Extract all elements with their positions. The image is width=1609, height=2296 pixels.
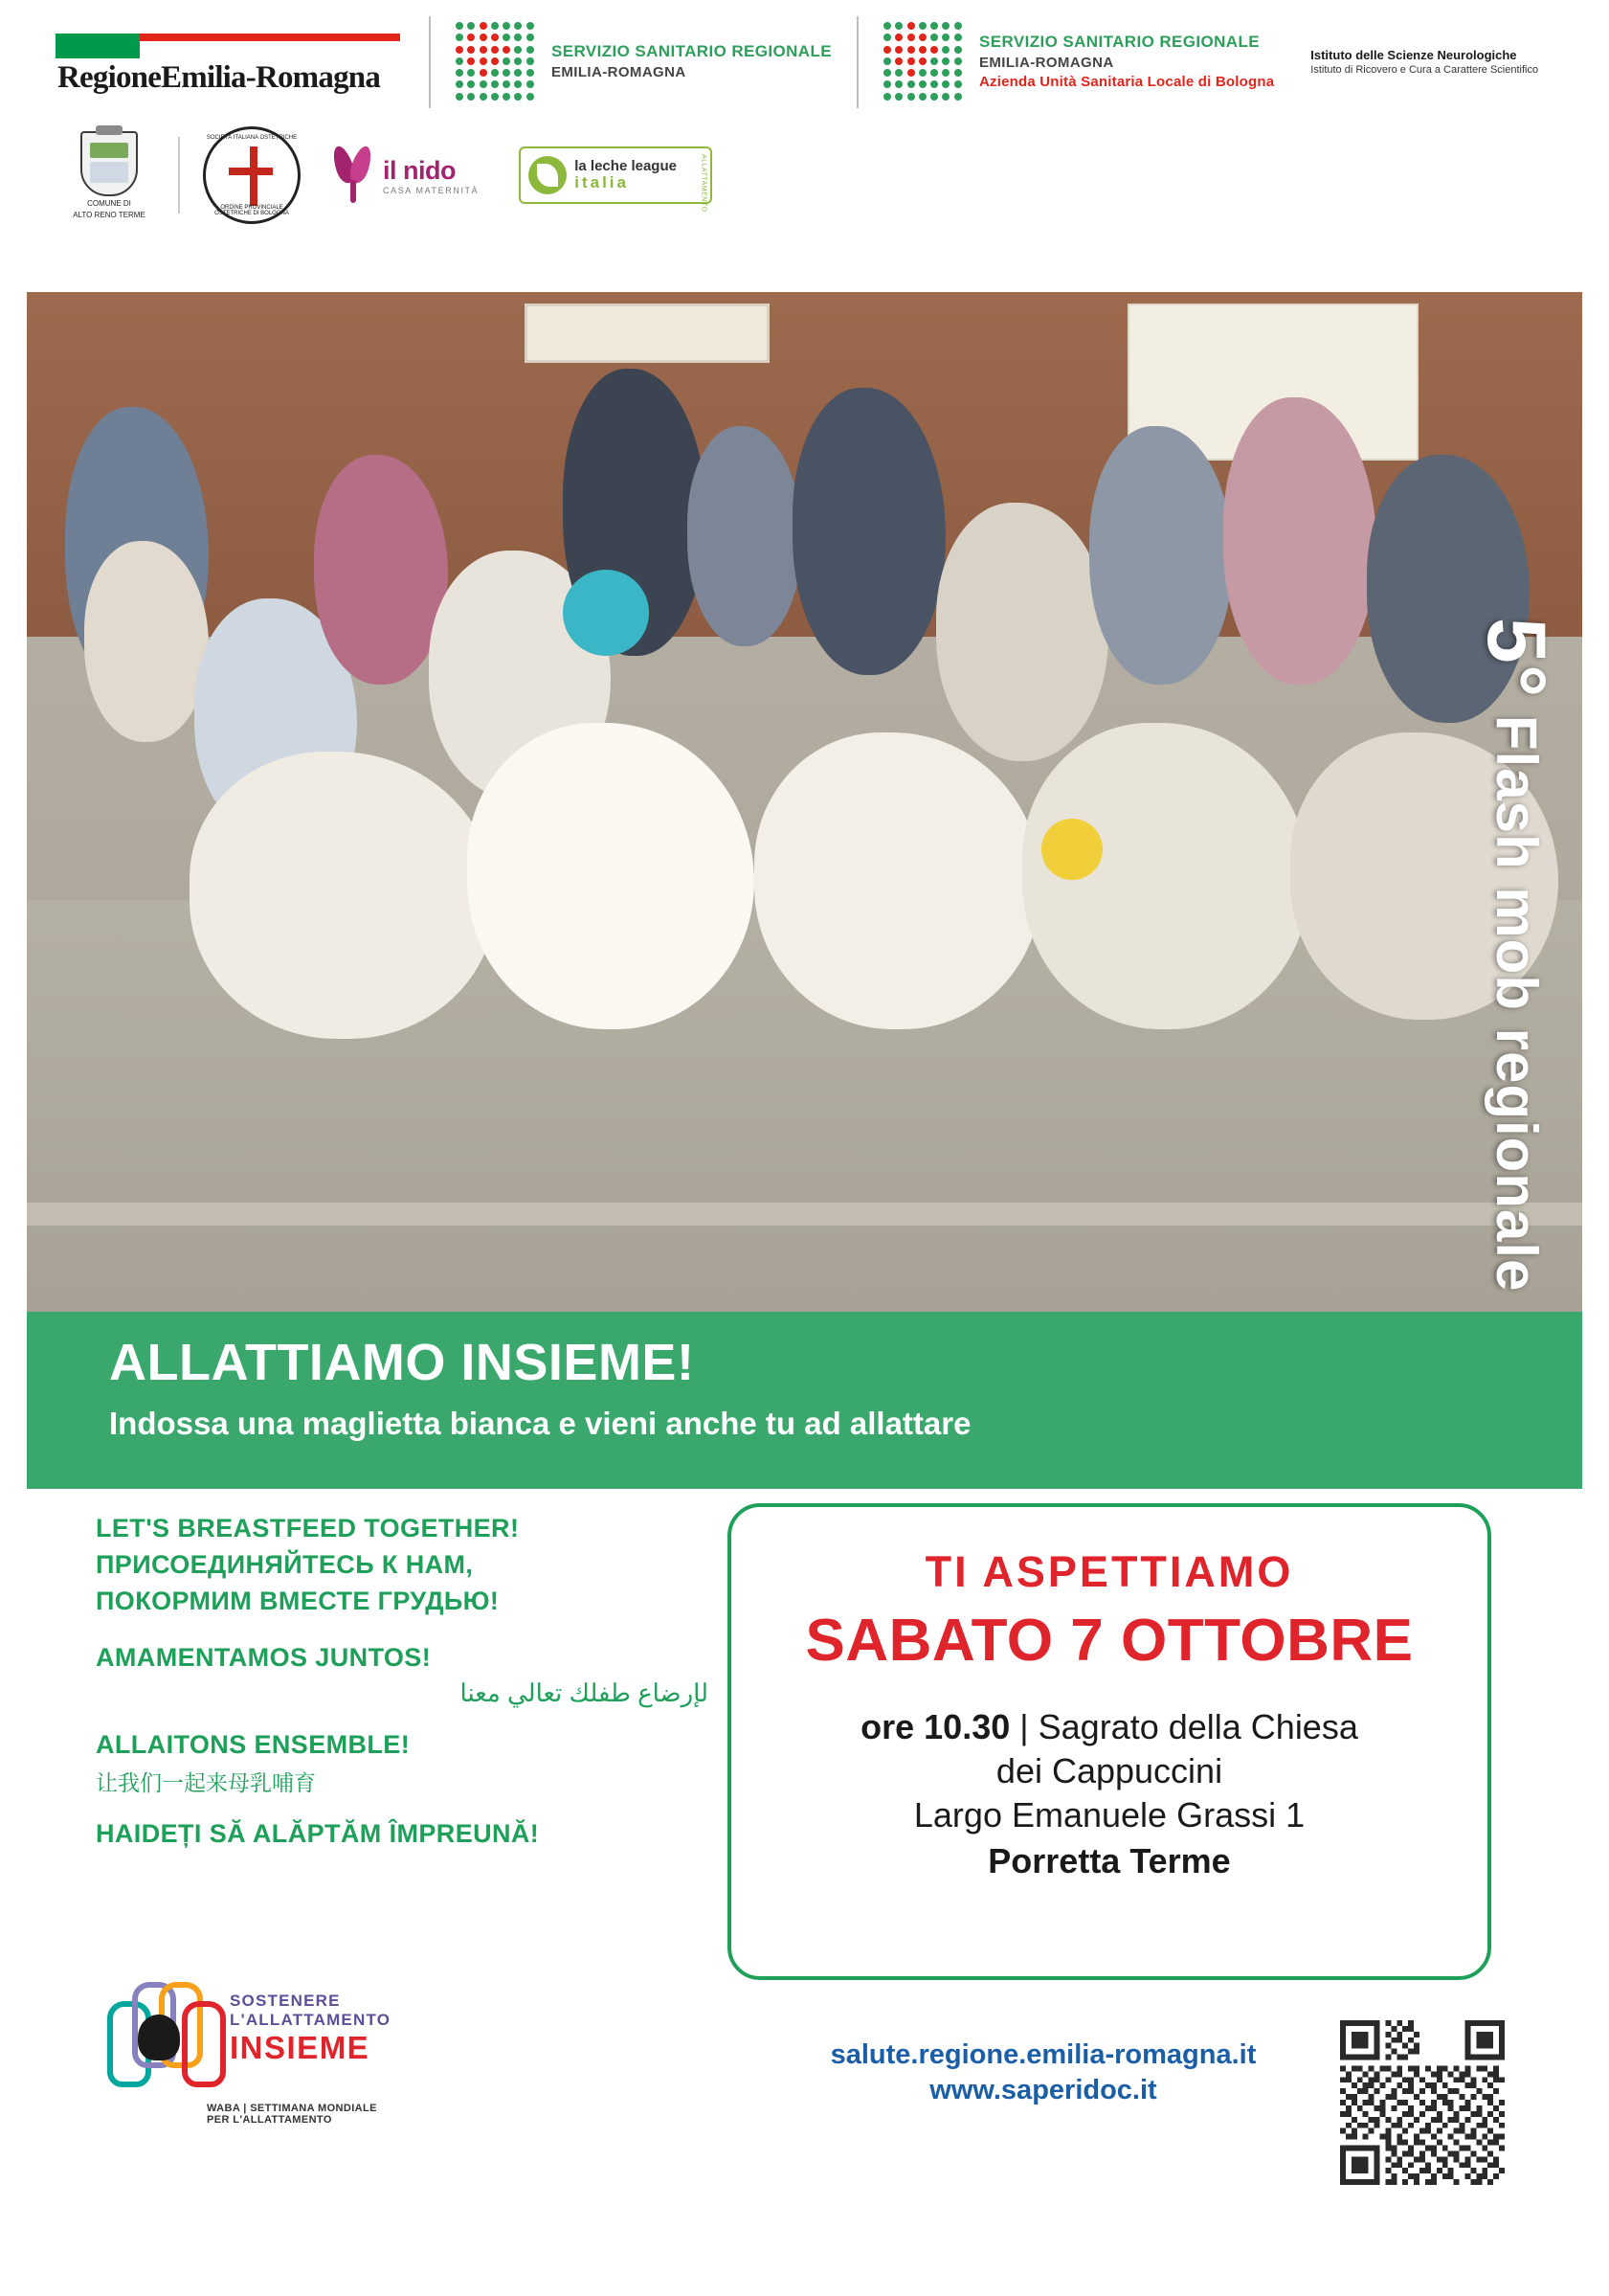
slogan-arabic: لإرضاع طفلك تعالي معنا	[459, 1678, 708, 1707]
partner-logo-row	[0, 123, 1609, 228]
ostetriche-bottom-text: ORDINE PROVINCIALE OSTETRICHE DI BOLOGNA	[214, 205, 289, 216]
event-photo	[27, 292, 1582, 1312]
slogan-english: LET'S BREASTFEED TOGETHER!	[96, 1514, 520, 1542]
event-venue-line2: dei Cappuccini	[995, 1751, 1223, 1790]
slogan-spanish: AMAMENTAMOS JUNTOS!	[96, 1643, 432, 1673]
ausl-line1: SERVIZIO SANITARIO REGIONALE	[979, 33, 1260, 52]
regione-emilia-romagna-logo	[50, 28, 404, 97]
irccs-institute-text	[1295, 47, 1538, 78]
slogan-chinese: 让我们一起来母乳哺育	[96, 1769, 316, 1795]
cross-icon-horizontal	[229, 168, 273, 175]
servizio-sanitario-regionale-logo	[456, 22, 832, 102]
website-links	[756, 2039, 1330, 2106]
divider	[429, 16, 431, 108]
ostetriche-top-text: SOCIETÀ ITALIANA OSTETRICHE	[206, 135, 298, 141]
il-nido-tagline: CASA MATERNITÀ	[383, 185, 480, 195]
ausl-bologna-logo	[883, 22, 1274, 102]
banner-title: ALLATTIAMO INSIEME!	[109, 1334, 695, 1391]
event-time: ore 10.30	[860, 1707, 1011, 1746]
flashmob-vertical-headline	[1470, 618, 1562, 1293]
leaf-icon	[528, 156, 567, 194]
event-details-box	[727, 1503, 1491, 1980]
regione-logo-text: RegioneEmilia-Romagna	[57, 60, 381, 95]
comune-line2: ALTO RENO TERME	[73, 211, 145, 219]
event-invite-line: TI ASPETTIAMO	[925, 1547, 1294, 1596]
waba-line3: INSIEME	[230, 2030, 370, 2065]
ssr-line2: EMILIA-ROMAGNA	[551, 64, 686, 81]
slogan-romanian: HAIDEȚI SĂ ALĂPTĂM ÎMPREUNĂ!	[96, 1818, 540, 1848]
ordine-ostetriche-logo	[203, 126, 301, 224]
llli-line2: italia	[574, 172, 629, 191]
photo-wall-plaque	[525, 304, 770, 363]
event-address: Largo Emanuele Grassi 1	[913, 1795, 1306, 1835]
dot-grid-icon	[456, 22, 536, 102]
slogan-french: ALLAITONS ENSEMBLE!	[96, 1730, 411, 1759]
banner-subtitle: Indossa una maglietta bianca e vieni anche tu ad allattare	[109, 1406, 972, 1441]
coat-of-arms-icon	[80, 131, 138, 196]
photo-crowd	[27, 484, 1582, 1077]
waba-footer: WABA | SETTIMANA MONDIALE PER L'ALLATTAMENTO	[207, 2103, 377, 2126]
event-separator: |	[1019, 1707, 1029, 1746]
link-salute-regione[interactable]: salute.regione.emilia-romagna.it	[830, 2039, 1257, 2070]
ssr-line1: SERVIZIO SANITARIO REGIONALE	[551, 42, 832, 61]
qr-code[interactable]	[1340, 2020, 1505, 2185]
event-date: SABATO 7 OTTOBRE	[805, 1608, 1414, 1674]
ausl-line3: Azienda Unità Sanitaria Locale di Bologna	[979, 74, 1275, 91]
divider	[857, 16, 859, 108]
logo-green-block	[56, 34, 140, 58]
il-nido-name: il nido	[383, 155, 456, 185]
la-leche-league-italia-logo	[519, 146, 712, 213]
il-nido-logo	[333, 146, 479, 205]
flashmob-headline-text: Flash mob regionale	[1485, 714, 1549, 1293]
dot-grid-icon	[883, 22, 964, 102]
photo-kerb	[27, 1203, 1582, 1226]
waba-line2: L'ALLATTAMENTO	[230, 2011, 391, 2029]
qr-code-icon	[1340, 2020, 1505, 2185]
slogan-russian-line1: ПРИСОЕДИНЯЙТЕСЬ К НАМ,	[96, 1549, 474, 1579]
link-saperidoc[interactable]: www.saperidoc.it	[929, 2075, 1157, 2105]
comune-alto-reno-terme-logo	[63, 131, 155, 219]
event-city: Porretta Terme	[988, 1841, 1231, 1880]
multilingual-slogans	[96, 1513, 708, 1855]
ausl-line2: EMILIA-ROMAGNA	[979, 55, 1114, 72]
crown-icon	[96, 125, 123, 135]
comune-line1: COMUNE DI	[87, 198, 131, 208]
flashmob-edition-number: 5°	[1470, 618, 1562, 699]
irccs-line2: Istituto di Ricovero e Cura a Carattere Scientifico	[1310, 64, 1539, 77]
cross-icon-vertical	[250, 146, 257, 206]
event-venue-line1: Sagrato della Chiesa	[1038, 1707, 1358, 1746]
llli-side-text: ALLATTAMENTO	[700, 154, 707, 213]
divider	[178, 137, 180, 214]
irccs-line1: Istituto delle Scienze Neurologiche	[1310, 47, 1517, 62]
waba-line1: SOSTENERE	[230, 1992, 341, 2010]
llli-line1: la leche league	[574, 158, 677, 175]
flower-icon	[333, 146, 375, 205]
slogan-russian-line2: ПОКОРМИМ ВМЕСТЕ ГРУДЬЮ!	[96, 1586, 500, 1615]
header-logo-bar	[0, 0, 1609, 124]
breastfeeding-figures-icon	[105, 1972, 216, 2087]
main-banner	[27, 1312, 1582, 1489]
